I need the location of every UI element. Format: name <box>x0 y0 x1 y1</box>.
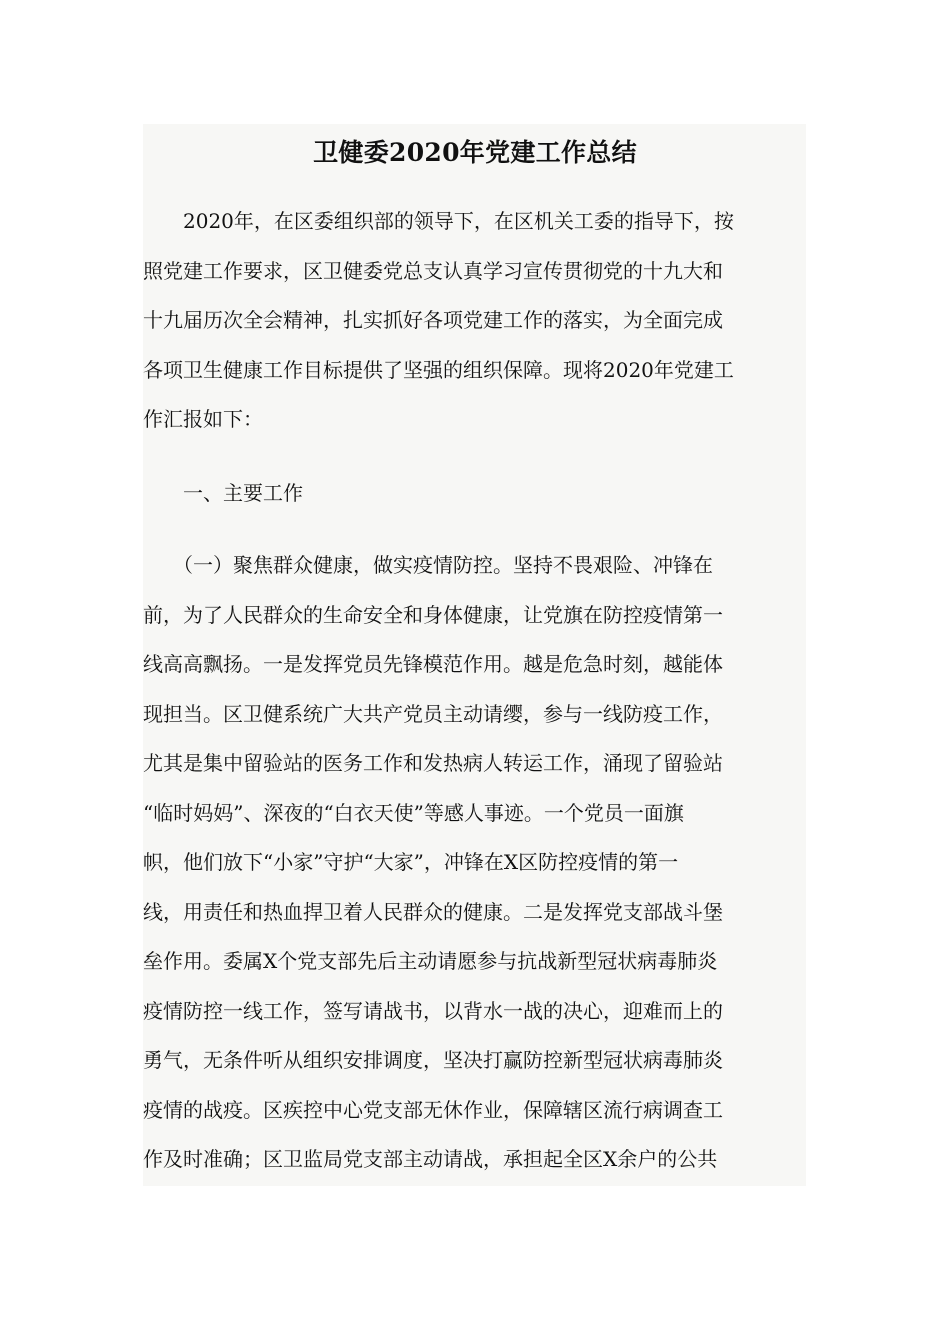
intro-line: 各项卫生健康工作目标提供了坚强的组织保障。现将2020年党建工 <box>143 357 734 382</box>
body-line: 作及时准确；区卫监局党支部主动请战，承担起全区X余户的公共 <box>143 1147 718 1171</box>
body-line: “临时妈妈”、深夜的“白衣天使”等感人事迹。一个党员一面旗 <box>143 800 684 825</box>
intro-paragraph <box>143 197 806 445</box>
document-title: 卫健委2020年党建工作总结 <box>313 138 637 167</box>
body-line: （一）聚焦群众健康，做实疫情防控。坚持不畏艰险、冲锋在 <box>143 553 713 577</box>
body-line: 疫情防控一线工作，签写请战书，以背水一战的决心，迎难而上的 <box>143 998 723 1023</box>
body-line: 疫情的战疫。区疾控中心党支部无休作业，保障辖区流行病调查工 <box>143 1097 723 1122</box>
intro-line: 十九届历次全会精神，扎实抓好各项党建工作的落实，为全面完成 <box>143 308 723 332</box>
body-line: 尤其是集中留验站的医务工作和发热病人转运工作，涌现了留验站 <box>143 751 723 775</box>
section-heading <box>143 469 806 519</box>
body-line: 现担当。区卫健系统广大共产党员主动请缨，参与一线防疫工作， <box>143 701 723 726</box>
section-heading-text: 一、主要工作 <box>143 481 303 505</box>
body-line: 前，为了人民群众的生命安全和身体健康，让党旗在防控疫情第一 <box>143 602 723 627</box>
body-line: 线，用责任和热血捍卫着人民群众的健康。二是发挥党支部战斗堡 <box>143 899 723 924</box>
body-paragraph <box>143 541 806 1185</box>
intro-line: 照党建工作要求，区卫健委党总支认真学习宣传贯彻党的十九大和 <box>143 258 723 283</box>
body-line: 线高高飘扬。一是发挥党员先锋模范作用。越是危急时刻，越能体 <box>143 652 723 676</box>
intro-line: 2020年，在区委组织部的领导下，在区机关工委的指导下，按 <box>143 209 734 233</box>
body-line: 帜，他们放下“小家”守护“大家”，冲锋在X区防控疫情的第一 <box>143 850 679 874</box>
intro-line: 作汇报如下： <box>143 407 263 431</box>
body-line: 勇气，无条件听从组织安排调度，坚决打赢防控新型冠状病毒肺炎 <box>143 1048 723 1072</box>
body-line: 垒作用。委属X个党支部先后主动请愿参与抗战新型冠状病毒肺炎 <box>143 949 718 973</box>
